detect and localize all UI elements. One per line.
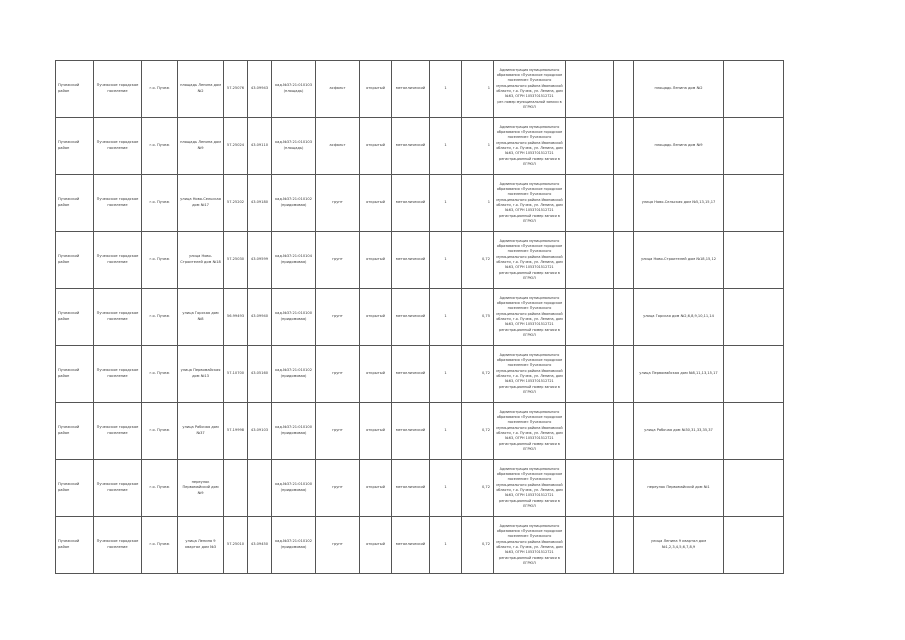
table-row xyxy=(56,403,784,460)
owner-cell: Администрация муниципального образования «Пучежское городское поселение» Пучежского муниципального района Ивановской области, г.о. Пучеж, ул. Ленина, дом №63, ОГРН 1053701512721 регистрационный номер записи в ЕГРЮЛ xyxy=(494,175,566,232)
latitude-cell: 57.19998 xyxy=(224,403,248,460)
empty-cell xyxy=(724,346,784,403)
district-cell: Пучежский район xyxy=(56,232,94,289)
settlement-cell: Пучежское городское поселение xyxy=(94,346,142,403)
container-type-cell: металлический xyxy=(392,61,430,118)
register-body xyxy=(56,61,784,574)
latitude-cell xyxy=(224,460,248,517)
owner-cell: Администрация муниципального образования «Пучежское городское поселение» Пучежского муниципального района Ивановской области, г.о. Пучеж, ул. Ленина, дом №63, ОГРН 1053701512721 регистрационный номер записи в ЕГРЮЛ xyxy=(494,232,566,289)
locality-cell: г.о. Пучеж xyxy=(142,289,178,346)
cadastral-cell: кад.№37:21:010104 (придомовая) xyxy=(272,232,316,289)
table-row xyxy=(56,61,784,118)
settlement-cell: Пучежское городское поселение xyxy=(94,517,142,574)
settlement-cell: Пучежское городское поселение xyxy=(94,175,142,232)
longitude-cell xyxy=(248,460,272,517)
cadastral-cell: кад.№37:21:010100 (придомовая) xyxy=(272,403,316,460)
empty-cell xyxy=(724,517,784,574)
latitude-cell: 57.25076 xyxy=(224,61,248,118)
waste-sources-cell: улица Ленина 9 квартал дом №1,2,3,4,5,6,7,8,9 xyxy=(634,517,724,574)
locality-cell: г.о. Пучеж xyxy=(142,517,178,574)
empty-cell xyxy=(566,61,614,118)
longitude-cell: 43.05160 xyxy=(248,346,272,403)
empty-cell xyxy=(614,61,634,118)
empty-cell xyxy=(614,346,634,403)
street-cell: улица Рабочая дом №37 xyxy=(178,403,224,460)
empty-cell xyxy=(566,289,614,346)
locality-cell: г.о. Пучеж xyxy=(142,460,178,517)
empty-cell xyxy=(724,61,784,118)
container-count-cell: 1 xyxy=(430,289,462,346)
table-row xyxy=(56,460,784,517)
waste-sources-cell: улица Ново-Строителей дом №18,15,12 xyxy=(634,232,724,289)
empty-cell xyxy=(614,460,634,517)
locality-cell: г.о. Пучеж xyxy=(142,175,178,232)
locality-cell: г.о. Пучеж xyxy=(142,118,178,175)
empty-cell xyxy=(614,289,634,346)
street-cell: улица Ново-Строителей дом №18 xyxy=(178,232,224,289)
longitude-cell: 43.09110 xyxy=(248,118,272,175)
container-count-cell: 1 xyxy=(430,232,462,289)
longitude-cell: 43.09103 xyxy=(248,403,272,460)
owner-cell: Администрация муниципального образования «Пучежское городское поселение» Пучежского муниципального района Ивановской области, г.о. Пучеж, ул. Ленина, дом №63, ОГРН 1053701512721 регистрационный номер записи в ЕГРЮЛ xyxy=(494,403,566,460)
latitude-cell: 57.25010 xyxy=(224,517,248,574)
waste-sources-cell: улица Первомайская дом №8,11,13,15,17 xyxy=(634,346,724,403)
surface-cell: асфальт xyxy=(316,61,360,118)
container-volume-cell: 1 xyxy=(462,118,494,175)
longitude-cell: 43.09180 xyxy=(248,175,272,232)
latitude-cell: 56.99493 xyxy=(224,289,248,346)
container-count-cell: 1 xyxy=(430,118,462,175)
site-type-cell: открытый xyxy=(360,232,392,289)
latitude-cell: 57.25202 xyxy=(224,175,248,232)
longitude-cell: 43.09599 xyxy=(248,232,272,289)
empty-cell xyxy=(614,403,634,460)
container-volume-cell: 0,75 xyxy=(462,289,494,346)
empty-cell xyxy=(566,517,614,574)
settlement-cell: Пучежское городское поселение xyxy=(94,232,142,289)
surface-cell: грунт xyxy=(316,232,360,289)
empty-cell xyxy=(614,517,634,574)
empty-cell xyxy=(566,403,614,460)
container-volume-cell: 0,72 xyxy=(462,346,494,403)
waste-sources-cell: улица Горская дом №2,6,8,9,10,11,14 xyxy=(634,289,724,346)
surface-cell: грунт xyxy=(316,289,360,346)
owner-cell: Администрация муниципального образования «Пучежское городское поселение» Пучежского муниципального района Ивановской области, г.о. Пучеж, ул. Ленина, дом №63, ОГРН 1053701512721 регистрационный номер записи в ЕГРЮЛ xyxy=(494,289,566,346)
street-cell: площадь Ленина дом №2 xyxy=(178,61,224,118)
cadastral-cell: кад.№37:21:010103 (площадь) xyxy=(272,118,316,175)
empty-cell xyxy=(566,175,614,232)
latitude-cell: 57.25024 xyxy=(224,118,248,175)
settlement-cell: Пучежское городское поселение xyxy=(94,61,142,118)
container-count-cell: 1 xyxy=(430,403,462,460)
cadastral-cell: кад.№37:21:010102 (придомовая) xyxy=(272,175,316,232)
container-count-cell: 1 xyxy=(430,346,462,403)
cadastral-cell: кад.№37:21:010100 (придомовая) xyxy=(272,289,316,346)
container-volume-cell: 1 xyxy=(462,175,494,232)
site-type-cell: открытый xyxy=(360,118,392,175)
container-type-cell: металлический xyxy=(392,175,430,232)
district-cell: Пучежский район xyxy=(56,403,94,460)
container-type-cell: металлический xyxy=(392,118,430,175)
locality-cell: г.о. Пучеж xyxy=(142,232,178,289)
container-count-cell: 1 xyxy=(430,61,462,118)
owner-cell: Администрация муниципального образования «Пучежское городское поселение» Пучежского муниципального района Ивановской области, г.о. Пучеж, ул. Ленина, дом №63, ОГРН 1053701512721 регистрационный номер записи в ЕГРЮЛ xyxy=(494,460,566,517)
waste-sources-cell: площадь Ленина дом №2 xyxy=(634,61,724,118)
surface-cell: грунт xyxy=(316,460,360,517)
container-type-cell: металлический xyxy=(392,517,430,574)
latitude-cell: 57.10700 xyxy=(224,346,248,403)
table-row xyxy=(56,517,784,574)
district-cell: Пучежский район xyxy=(56,460,94,517)
table-row xyxy=(56,175,784,232)
owner-cell: Администрация муниципального образования «Пучежское городское поселение» Пучежского муниципального района Ивановской области, г.о. Пучеж, ул. Ленина, дом №63, ОГРН 1053701512721 рег.номер муниципальной записи в ЕГРЮЛ xyxy=(494,61,566,118)
empty-cell xyxy=(724,460,784,517)
district-cell: Пучежский район xyxy=(56,346,94,403)
locality-cell: г.о. Пучеж xyxy=(142,61,178,118)
waste-sites-register-table xyxy=(55,60,784,574)
container-volume-cell: 0,72 xyxy=(462,460,494,517)
street-cell: улица Горская дом №8 xyxy=(178,289,224,346)
locality-cell: г.о. Пучеж xyxy=(142,346,178,403)
district-cell: Пучежский район xyxy=(56,289,94,346)
settlement-cell: Пучежское городское поселение xyxy=(94,118,142,175)
surface-cell: грунт xyxy=(316,517,360,574)
district-cell: Пучежский район xyxy=(56,175,94,232)
empty-cell xyxy=(724,403,784,460)
settlement-cell: Пучежское городское поселение xyxy=(94,460,142,517)
container-count-cell: 1 xyxy=(430,460,462,517)
empty-cell xyxy=(566,118,614,175)
cadastral-cell: кад.№37:21:010103 (площадь) xyxy=(272,61,316,118)
waste-sources-cell: улица Ново-Сельская дом №5,13,15,17 xyxy=(634,175,724,232)
table-row xyxy=(56,232,784,289)
longitude-cell: 43.09943 xyxy=(248,61,272,118)
longitude-cell: 43.09940 xyxy=(248,289,272,346)
empty-cell xyxy=(566,460,614,517)
surface-cell: грунт xyxy=(316,175,360,232)
empty-cell xyxy=(614,118,634,175)
site-type-cell: открытый xyxy=(360,346,392,403)
container-type-cell: металлический xyxy=(392,403,430,460)
empty-cell xyxy=(724,232,784,289)
container-volume-cell: 0,72 xyxy=(462,232,494,289)
street-cell: переулок Первомайский дом №9 xyxy=(178,460,224,517)
container-type-cell: металлический xyxy=(392,289,430,346)
street-cell: улица Первомайская дом №13 xyxy=(178,346,224,403)
empty-cell xyxy=(724,118,784,175)
empty-cell xyxy=(614,175,634,232)
surface-cell: асфальт xyxy=(316,118,360,175)
site-type-cell: открытый xyxy=(360,175,392,232)
latitude-cell: 57.25030 xyxy=(224,232,248,289)
district-cell: Пучежский район xyxy=(56,118,94,175)
container-count-cell: 1 xyxy=(430,517,462,574)
cadastral-cell: кад.№37:21:010100 (придомовая) xyxy=(272,460,316,517)
site-type-cell: открытый xyxy=(360,517,392,574)
street-cell: площадь Ленина дом №9 xyxy=(178,118,224,175)
container-type-cell: металлический xyxy=(392,232,430,289)
container-type-cell: металлический xyxy=(392,346,430,403)
settlement-cell: Пучежское городское поселение xyxy=(94,289,142,346)
empty-cell xyxy=(614,232,634,289)
site-type-cell: открытый xyxy=(360,289,392,346)
owner-cell: Администрация муниципального образования «Пучежское городское поселение» Пучежского муниципального района Ивановской области, г.о. Пучеж, ул. Ленина, дом №63, ОГРН 1053701512721 регистрационный номер записи в ЕГРЮЛ xyxy=(494,517,566,574)
container-volume-cell: 1 xyxy=(462,61,494,118)
table-row xyxy=(56,289,784,346)
container-volume-cell: 0,72 xyxy=(462,517,494,574)
site-type-cell: открытый xyxy=(360,403,392,460)
settlement-cell: Пучежское городское поселение xyxy=(94,403,142,460)
surface-cell: грунт xyxy=(316,346,360,403)
empty-cell xyxy=(566,346,614,403)
table-row xyxy=(56,118,784,175)
owner-cell: Администрация муниципального образования «Пучежское городское поселение» Пучежского муниципального района Ивановской области, г.о. Пучеж, ул. Ленина, дом №63, ОГРН 1053701512721 регистрационный номер записи в ЕГРЮЛ xyxy=(494,118,566,175)
empty-cell xyxy=(724,175,784,232)
waste-sources-cell: площадь Ленина дом №9 xyxy=(634,118,724,175)
empty-cell xyxy=(724,289,784,346)
table-row xyxy=(56,346,784,403)
site-type-cell: открытый xyxy=(360,61,392,118)
surface-cell: грунт xyxy=(316,403,360,460)
locality-cell: г.о. Пучеж xyxy=(142,403,178,460)
empty-cell xyxy=(566,232,614,289)
site-type-cell: открытый xyxy=(360,460,392,517)
longitude-cell: 43.09450 xyxy=(248,517,272,574)
owner-cell: Администрация муниципального образования «Пучежское городское поселение» Пучежского муниципального района Ивановской области, г.о. Пучеж, ул. Ленина, дом №63, ОГРН 1053701512721 регистрационный номер записи в ЕГРЮЛ xyxy=(494,346,566,403)
container-type-cell: металлический xyxy=(392,460,430,517)
street-cell: улица Ново-Сельская дом №17 xyxy=(178,175,224,232)
waste-sources-cell: переулок Первомайский дом №1 xyxy=(634,460,724,517)
cadastral-cell: кад.№37:21:010102 (придомовая) xyxy=(272,346,316,403)
district-cell: Пучежский район xyxy=(56,517,94,574)
cadastral-cell: кад.№37:21:010102 (придомовая) xyxy=(272,517,316,574)
container-volume-cell: 0,72 xyxy=(462,403,494,460)
waste-sources-cell: улица Рабочая дом №30,31,33,35,37 xyxy=(634,403,724,460)
container-count-cell: 1 xyxy=(430,175,462,232)
street-cell: улица Ленина 9 квартал дом №3 xyxy=(178,517,224,574)
district-cell: Пучежский район xyxy=(56,61,94,118)
